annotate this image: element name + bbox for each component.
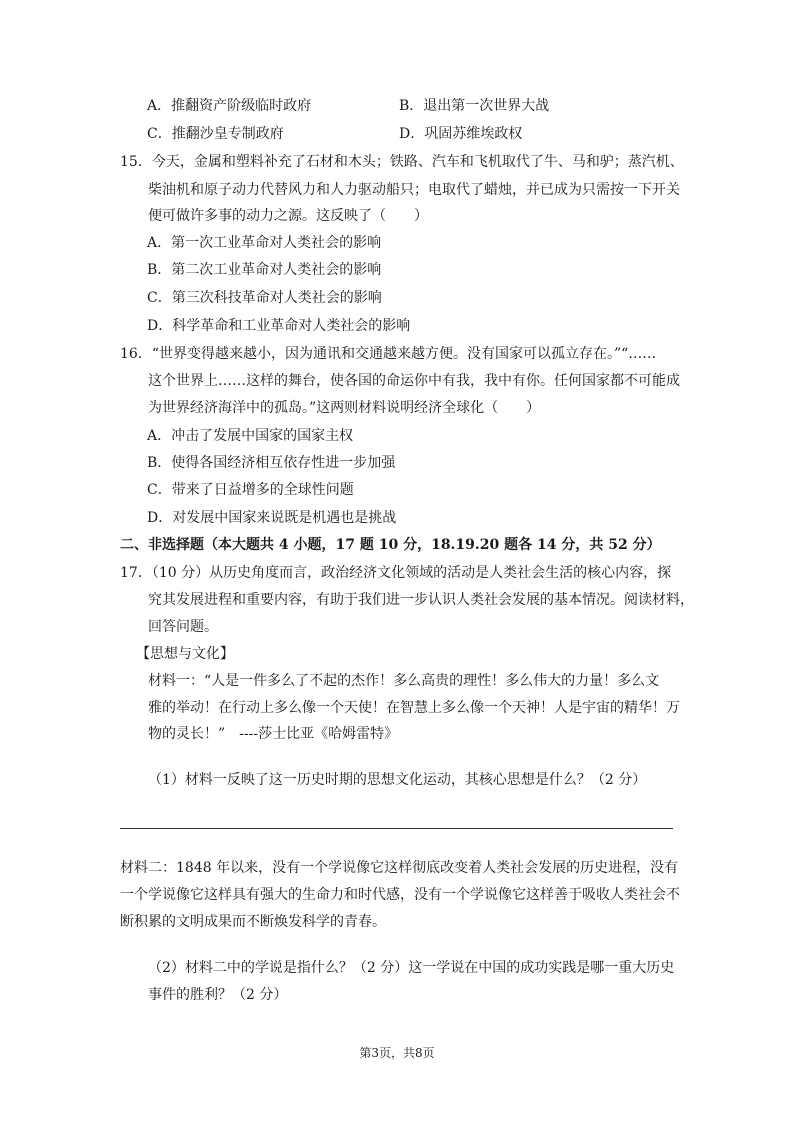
q15-option-b: B．第二次工业革命对人类社会的影响: [147, 262, 382, 278]
q15-stem-line2: 柴油机和原子动力代替风力和人力驱动船只；电取代了蜡烛，并已成为只需按一下开关: [148, 182, 680, 198]
q17-stem-line3: 回答问题。: [148, 619, 218, 635]
q16-option-c: C．带来了日益增多的全球性问题: [147, 482, 354, 498]
q15-stem-line3: 便可做许多事的动力之源。这反映了（ ）: [148, 208, 428, 224]
q17-material1-line2: 雅的举动！在行动上多么像一个天使！在智慧上多么像一个天神！人是宇宙的精华！万: [148, 700, 680, 716]
q16-option-d: D．对发展中国家来说既是机遇也是挑战: [147, 510, 397, 526]
q14-option-a: A．推翻资产阶级临时政府: [147, 98, 312, 114]
q17-material2-line2: 一个学说像它这样具有强大的生命力和时代感，没有一个学说像它这样善于吸收人类社会不: [120, 887, 680, 903]
q16-stem-line3: 为世界经济海洋中的孤岛。”这两则材料说明经济全球化（ ）: [148, 400, 541, 416]
q17-stem-line2: 究其发展进程和重要内容，有助于我们进一步认识人类社会发展的基本情况。阅读材料，: [148, 592, 694, 608]
q15-stem-line1: 15．今天，金属和塑料补充了石材和木头；铁路、汽车和飞机取代了牛、马和驴；蒸汽机、: [120, 154, 684, 170]
q17-material1-line1: 材料一：“人是一件多么了不起的杰作！多么高贵的理性！多么伟大的力量！多么文: [148, 673, 660, 689]
section2-heading: 二、非选择题（本大题共 4 小题，17 题 10 分，18.19.20 题各 14 分，共 52 分）: [120, 537, 661, 553]
q14-option-b: B．退出第一次世界大战: [399, 98, 550, 114]
q15-option-c: C．第三次科技革命对人类社会的影响: [147, 290, 382, 306]
q17-sub2-line2: 事件的胜利？（2 分）: [148, 987, 288, 1003]
q17-material1-line3: 物的灵长！” ----莎士比亚《哈姆雷特》: [148, 726, 399, 742]
q16-stem-line1: 16．“世界变得越来越小，因为通讯和交通越来越方便。没有国家可以孤立存在。”“……: [120, 346, 657, 362]
q14-option-d: D．巩固苏维埃政权: [399, 126, 523, 142]
q16-option-a: A．冲击了发展中国家的国家主权: [147, 428, 354, 444]
q17-material2-line1: 材料二：1848 年以来，没有一个学说像它这样彻底改变着人类社会发展的历史进程，没有: [120, 860, 679, 876]
q17-sub1: （1）材料一反映了这一历史时期的思想文化运动，其核心思想是什么？（2 分）: [148, 772, 647, 788]
q15-option-a: A．第一次工业革命对人类社会的影响: [147, 235, 382, 251]
page-number: 第3页，共8页: [359, 1046, 435, 1060]
q15-option-d: D．科学革命和工业革命对人类社会的影响: [147, 318, 411, 334]
q17-material2-line3: 断积累的文明成果而不断焕发科学的青春。: [120, 914, 386, 930]
q16-stem-line2: 这个世界上……这样的舞台，使各国的命运你中有我，我中有你。任何国家都不可能成: [148, 373, 680, 389]
q14-option-c: C．推翻沙皇专制政府: [147, 126, 284, 142]
q17-stem-line1: 17．（10 分）从历史角度而言，政治经济文化领域的活动是人类社会生活的核心内容，探: [120, 565, 672, 581]
q17-topic: 【思想与文化】: [136, 646, 234, 662]
q16-option-b: B．使得各国经济相互依存性进一步加强: [147, 455, 396, 471]
q17-sub2-line1: （2）材料二中的学说是指什么？（2 分）这一学说在中国的成功实践是哪一重大历史: [148, 960, 675, 976]
answer-line: [120, 828, 673, 829]
